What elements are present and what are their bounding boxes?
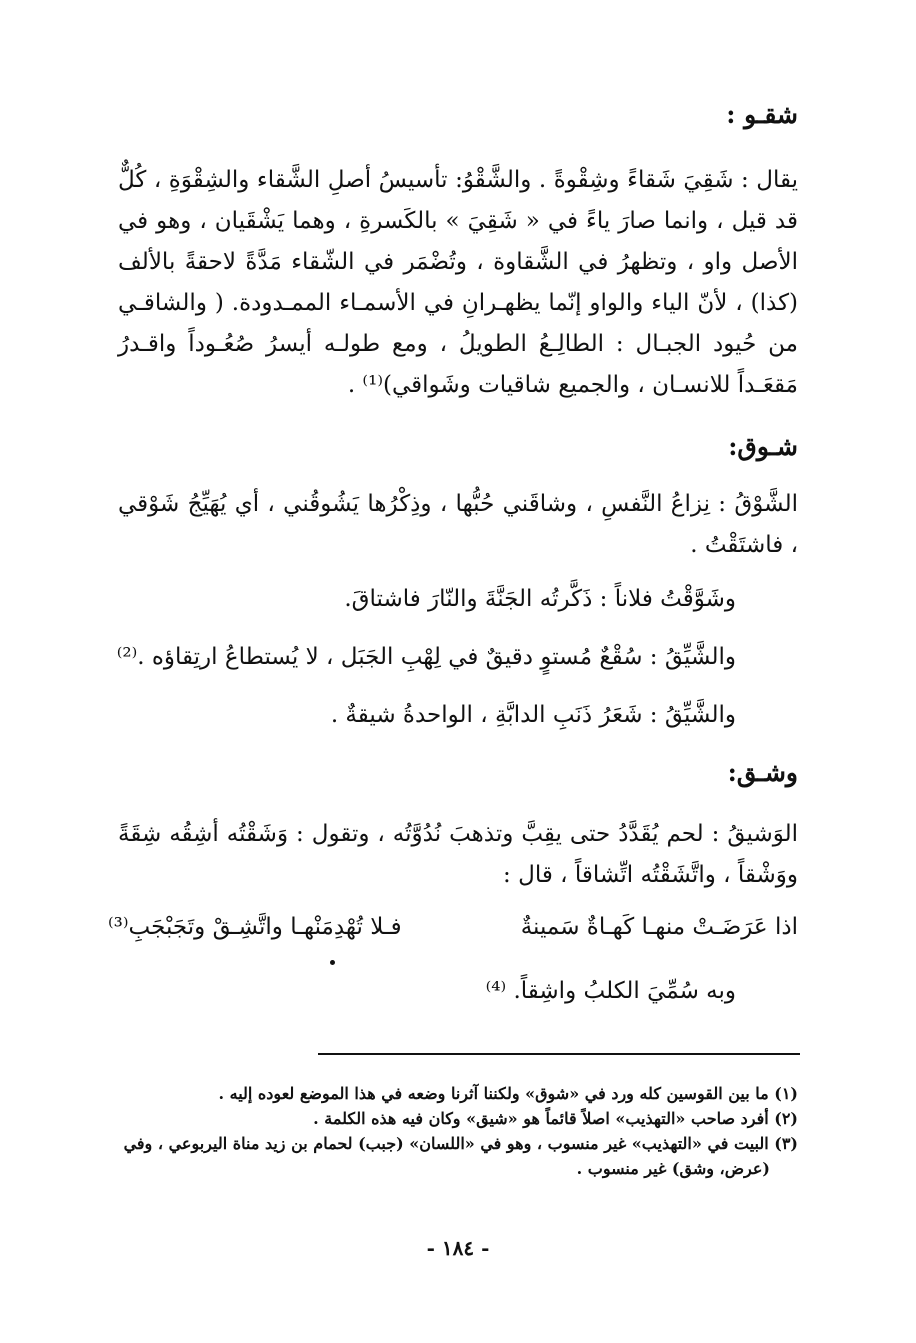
- ink-dot: [330, 960, 335, 965]
- entry-paragraph-shwq: الشَّوْقُ : نِزاعُ النَّفسِ ، وشاقَني حُبُّها ، وذِكْرُها يَشُوقُني ، أي يُهَيِّجُ شَوْقي ، فاشتَقْتُ .: [118, 491, 798, 558]
- entry-heading-shqw: شقـو :: [726, 100, 798, 129]
- footnote-2: (٢) أفرد صاحب «التهذيب» اصلاً قائماً هو «شيق» وكان فيه هذه الكلمة .: [313, 1109, 798, 1128]
- verse-first-hemistich: اذا عَرَضَـتْ منهـا كَهـاةٌ سَمينةٌ: [520, 914, 798, 940]
- footnote-3-continuation: (عرض، وشق) غير منسوب .: [576, 1159, 770, 1178]
- entry-paragraph-shqw: يقال : شَقِيَ شَقاءً وشِقْوةً . والشَّقْوُ: تأسيسُ أصلِ الشَّقاء والشِقْوَةِ ، كُلٌّ قد قيل ، وانما صارَ ياءً في « شَقِيَ » بالكَسرةِ ، وهما يَشْقَيان ، وهو في الأصل واو ، وتظهرُ في الشَّقاوة ، وتُضْمَر في الشّقاء مَدَّةً لاحقةً بالألف (كذا) ، لأنّ الياء والواو إنّما يظهـرانِ في الأسمـاء الممـدودة. ( والشاقـي من حُيود الجبـال : الطالِـعُ الطويلُ ، ومع طولـه أيسرُ صُعُـوداً واقـدرُ مَقعَـداً للانسـان ، والجميع شاقيات وشَواقي)⁽¹⁾ .: [118, 167, 798, 398]
- verse-second-hemistich: فـلا تُهْدِمَنْهـا واتَّشِـقْ وتَجَبْجَبِ⁽³⁾: [108, 914, 402, 940]
- entry-heading-wshq: وشـق:: [727, 758, 798, 787]
- footnote-3: (٣) البيت في «التهذيب» غير منسوب ، وهو في «اللسان» (جبب) لحمام بن زيد مناة اليربوعي ، وفي: [123, 1134, 798, 1153]
- footnote-separator: [318, 1053, 800, 1055]
- footnotes: [108, 1082, 798, 1182]
- page-number: - ١٨٤ -: [426, 1236, 490, 1260]
- footnote-1: (١) ما بين القوسين كله ورد في «شوق» ولكننا آثرنا وضعه في هذا الموضع لعوده إليه .: [218, 1084, 798, 1103]
- entry-last-line: وبه سُمِّيَ الكلبُ واشِقاً. ⁽⁴⁾: [485, 978, 736, 1004]
- entry-line-shayyiq-2: والشَّيِّقُ : شَعَرُ ذَنَبِ الدابَّةِ ، الواحدةُ شيقةٌ .: [330, 702, 736, 728]
- entry-paragraph-wshq: الوَشيقُ : لحم يُقَدَّدُ حتى يقِبَّ وتذهبَ نُدُوَّتُه ، وتقول : وَشَقْتُه أشِقُه شِقَةً ووَشْقاً ، واتَّشَقْتُه اتِّشاقاً ، قال :: [118, 821, 798, 888]
- entry-line-shayyiq-1: والشَّيِّقُ : سُقْعٌ مُستوٍ دقيقٌ في لِهْبِ الجَبَل ، لا يُستطاعُ ارتِقاؤه .⁽²⁾: [116, 644, 736, 670]
- entry-line-shawwaqtu: وشَوَّقْتُ فلاناً : ذَكَّرتُه الجَنَّةَ والنّارَ فاشتاقَ.: [344, 586, 736, 612]
- entry-heading-shwq: شـوق:: [728, 432, 798, 461]
